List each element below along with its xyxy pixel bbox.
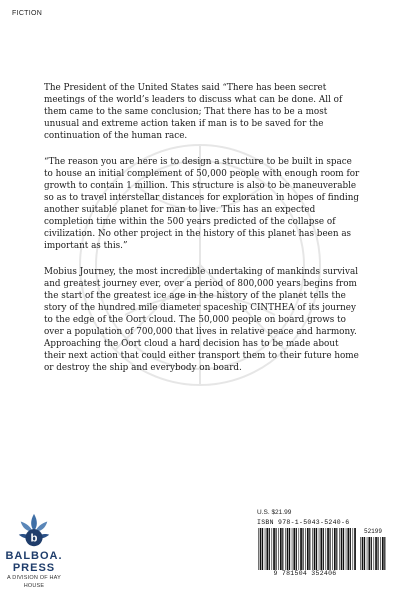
barcode-bar	[282, 528, 283, 570]
barcode-bar	[326, 528, 327, 570]
barcode-bar	[378, 537, 379, 570]
barcode-bar	[269, 528, 270, 570]
barcode-bar	[285, 528, 286, 570]
barcode-bar	[343, 528, 344, 570]
barcode-bar	[289, 528, 290, 570]
barcode-bar	[320, 528, 322, 570]
lotus-b-icon	[15, 512, 53, 550]
barcode-bar	[339, 528, 340, 570]
barcode-bar	[293, 528, 295, 570]
barcode-bar	[346, 528, 347, 570]
barcode-bar	[334, 528, 336, 570]
barcode-bar	[272, 528, 273, 570]
barcode-bar	[371, 537, 372, 570]
logo-letter: b	[30, 532, 38, 545]
barcode-bar	[341, 528, 343, 570]
barcode-bar	[316, 528, 317, 570]
barcode-bar	[307, 528, 309, 570]
isbn-label: ISBN 978-1-5043-5240-6	[257, 519, 350, 526]
price-label: U.S. $21.99	[257, 509, 292, 516]
barcode-bar	[330, 528, 331, 570]
barcode	[253, 519, 391, 579]
barcode-bar	[350, 528, 351, 570]
barcode-bar	[299, 528, 300, 570]
barcode-bar	[303, 528, 304, 570]
barcode-bar	[323, 528, 324, 570]
addon-number: 52199	[363, 528, 382, 535]
barcode-bar	[273, 528, 275, 570]
barcode-bar	[375, 537, 377, 570]
barcode-bar	[280, 528, 282, 570]
barcode-bar	[309, 528, 310, 570]
barcode-bar	[300, 528, 302, 570]
barcode-bar	[362, 537, 364, 570]
barcode-bar	[367, 537, 368, 570]
barcode-bar	[276, 528, 277, 570]
barcode-bar	[319, 528, 320, 570]
barcode-bar	[265, 528, 266, 570]
barcode-bar	[380, 537, 381, 570]
barcode-bar	[287, 528, 289, 570]
barcode-bar	[332, 528, 333, 570]
barcode-bar	[314, 528, 316, 570]
barcode-bar	[336, 528, 337, 570]
barcode-bar	[260, 528, 262, 570]
ean-barcode-bars	[257, 528, 357, 570]
addon-barcode-bars	[359, 537, 389, 570]
publisher-subtitle: A DIVISION OF HAY HOUSE	[6, 575, 62, 589]
barcode-bar	[353, 528, 354, 570]
barcode-bar	[258, 528, 259, 570]
barcode-bar	[384, 537, 385, 570]
barcode-bar	[327, 528, 329, 570]
blurb-text	[44, 82, 362, 388]
barcode-bar	[312, 528, 313, 570]
barcode-bar	[296, 528, 297, 570]
blurb-paragraph: The President of the United States said “There has been secret meetings of the world’s leaders to discuss what can be done. All of them came to the same conclusion; That there has to be a most unusual and extreme action taken if man is to be saved for the continuation of the human race.	[44, 83, 343, 141]
publisher-brand-line2: PRESS	[12, 562, 56, 574]
barcode-bar	[368, 537, 370, 570]
barcode-bar	[278, 528, 279, 570]
barcode-bar	[374, 537, 375, 570]
publisher-brand: BALBOA.	[5, 550, 63, 562]
category-label: FICTION	[12, 10, 43, 17]
barcode-bar	[382, 537, 384, 570]
ean-number: 9 781504 352406	[273, 570, 337, 577]
barcode-bar	[305, 528, 306, 570]
blurb-paragraph: “The reason you are here is to design a structure to be built in space to house an initial complement of 50,000 people with enough room for growth to contain 1 million. This structure is also to be maneuverable so as to travel interstellar distances for exploration in hopes of finding another suitable planet for man to live. This has an expected completion time within the 500 years predicted of the collapse of civilization. No other project in the history of this planet has been as important as this.”	[44, 157, 360, 251]
barcode-bar	[347, 528, 349, 570]
barcode-bar	[360, 537, 361, 570]
blurb-paragraph: Mobius Journey, the most incredible undertaking of mankinds survival and greatest journey ever, over a period of 800,000 years begins from the start of the greatest ice age in the history of the planet tells the story of the hundred mile diameter spaceship CINTHEA of its journey to the edge of the Oort cloud. The 50,000 people on board grows to over a population of 700,000 that lives in relative peace and harmony. Approaching the Oort cloud a hard decision has to be made about their next action that could either transport them to their future home or destroy the ship and everybody on board.	[44, 267, 359, 373]
barcode-bar	[364, 537, 365, 570]
barcode-bar	[262, 528, 263, 570]
publisher-logo	[4, 512, 64, 590]
barcode-bar	[266, 528, 268, 570]
barcode-bar	[292, 528, 293, 570]
